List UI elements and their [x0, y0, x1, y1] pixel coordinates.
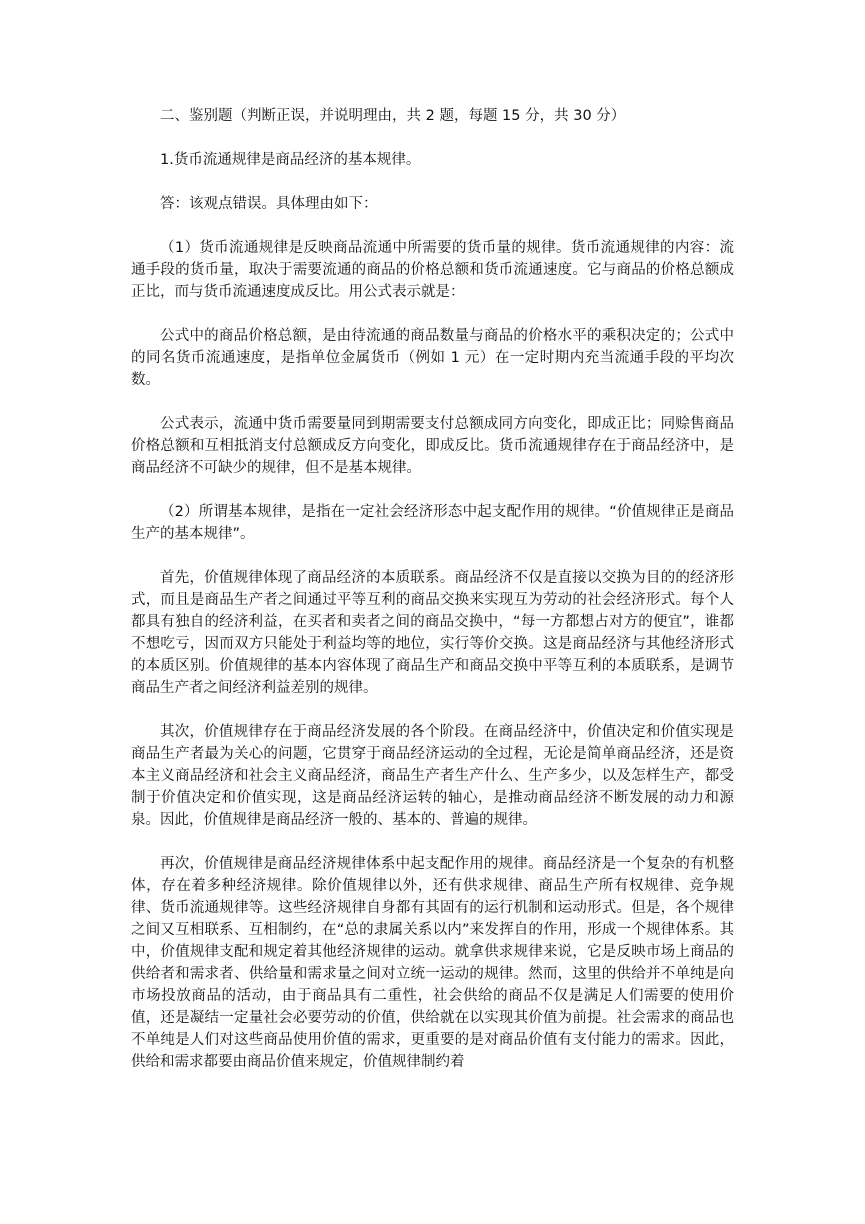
section-heading: 二、鉴别题（判断正误，并说明理由，共 2 题，每题 15 分，共 30 分） — [160, 108, 626, 124]
answer-intro: 答：该观点错误。具体理由如下： — [160, 196, 378, 212]
paragraph-first: 首先，价值规律体现了商品经济的本质联系。商品经济不仅是直接以交换为目的的经济形式，而且是商品生产者之间通过平等互利的商品交换来实现互为劳动的社会经济形式。每个人都具有独自的经济利益，在买者和卖者之间的商品交换中，“每一方都想占对方的便宜”，谁都不想吃亏，因而双方只能处于利益均等的地位，实行等价交换。这是商品经济与其他经济形式的本质区别。价值规律的基本内容体现了商品生产和商品交换中平等互利的本质联系，是调节商品生产者之间经济利益差别的规律。 — [131, 570, 734, 696]
paragraph-point-2: （2）所谓基本规律，是指在一定社会经济形态中起支配作用的规律。“价值规律正是商品生产的基本规律”。 — [131, 504, 734, 542]
paragraph-point-1: （1）货币流通规律是反映商品流通中所需要的货币量的规律。货币流通规律的内容：流通手段的货币量，取决于需要流通的商品的价格总额和货币流通速度。它与商品的价格总额成正比，而与货币流通速度成反比。用公式表示就是： — [131, 240, 734, 300]
paragraph-third: 再次，价值规律是商品经济规律体系中起支配作用的规律。商品经济是一个复杂的有机整体，存在着多种经济规律。除价值规律以外，还有供求规律、商品生产所有权规律、竞争规律、货币流通规律等。这些经济规律自身都有其固有的运行机制和运动形式。但是，各个规律之间又互相联系、互相制约，在“总的隶属关系以内”来发挥自的作用，形成一个规律体系。其中，价值规律支配和规定着其他经济规律的运动。就拿供求规律来说，它是反映市场上商品的供给者和需求者、供给量和需求量之间对立统一运动的规律。然而，这里的供给并不单纯是向市场投放商品的活动，由于商品具有二重性，社会供给的商品不仅是满足人们需要的使用价值，还是凝结一定量社会必要劳动的价值，供给就在以实现其价值为前提。社会需求的商品也不单纯是人们对这些商品使用价值的需求，更重要的是对商品价值有支付能力的需求。因此，供给和需求都要由商品价值来规定，价值规律制约着 — [131, 856, 734, 1070]
document-body — [131, 105, 734, 1073]
paragraph-formula-meaning: 公式表示，流通中货币需要量同到期需要支付总额成同方向变化，即成正比；同赊售商品价格总额和互相抵消支付总额成反方向变化，即成反比。货币流通规律存在于商品经济中，是商品经济不可缺少的规律，但不是基本规律。 — [131, 416, 734, 476]
question-title: 1.货币流通规律是商品经济的基本规律。 — [160, 152, 421, 168]
paragraph-second: 其次，价值规律存在于商品经济发展的各个阶段。在商品经济中，价值决定和价值实现是商品生产者最为关心的问题，它贯穿于商品经济运动的全过程，无论是简单商品经济，还是资本主义商品经济和社会主义商品经济，商品生产者生产什么、生产多少，以及怎样生产，都受制于价值决定和价值实现，这是商品经济运转的轴心，是推动商品经济不断发展的动力和源泉。因此，价值规律是商品经济一般的、基本的、普遍的规律。 — [131, 724, 734, 828]
paragraph-formula-explanation: 公式中的商品价格总额，是由待流通的商品数量与商品的价格水平的乘积决定的；公式中的同名货币流通速度，是指单位金属货币（例如 1 元）在一定时期内充当流通手段的平均次数。 — [131, 328, 734, 388]
